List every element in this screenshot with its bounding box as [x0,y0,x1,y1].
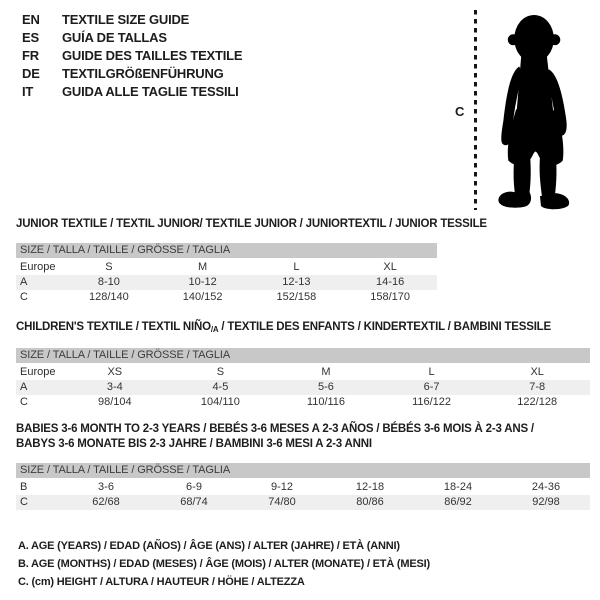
table-cell: 4-5 [212,381,229,393]
language-code: IT [22,83,34,99]
language-code: DE [22,65,40,81]
table-title [16,320,590,337]
table-title-line1: BABIES 3-6 MONTH TO 2-3 YEARS / BEBÉS 3-6 MESES A 2-3 AÑOS / BÉBÉS 3-6 MOIS À 2-3 ANS / [16,423,534,435]
table-cell: 128/140 [88,291,129,303]
legend-footnotes [18,537,430,591]
size-table [16,480,590,510]
table-cell: XS [107,366,123,378]
table-title-subscript: /A [210,325,219,334]
junior-textile-section [16,217,487,305]
language-row [22,10,242,28]
table-cell: 6-7 [423,381,440,393]
table-cell: 5-6 [318,381,334,393]
table-title-text: / TEXTILE DES ENFANTS / KINDERTEXTIL / BAMBINI TESSILE [218,321,551,333]
table-cell: 7-8 [529,381,546,393]
row-label: A [20,381,28,393]
language-code: EN [22,11,40,27]
table-cell: 18-24 [443,481,473,493]
table-cell: 110/116 [306,396,346,408]
table-cell: S [105,261,113,273]
baby-silhouette-icon [486,12,590,210]
language-title: GUIDA ALLE TAGLIE TESSILI [62,83,239,99]
height-measure-label: C [455,104,465,119]
language-row [22,64,242,82]
table-cell: 104/110 [200,396,240,408]
row-label: Europe [20,366,56,378]
table-cell: XL [383,261,397,273]
table-title-line2: BABYS 3-6 MONATE BIS 2-3 JAHRE / BAMBINI 3-6 MESI A 2-3 ANNI [16,438,372,450]
table-cell: 24-36 [531,481,561,493]
language-row [22,28,242,46]
row-label: C [20,496,28,508]
table-cell: 62/68 [92,496,120,508]
table-cell: L [293,261,300,273]
table-cell: 80/86 [356,496,384,508]
table-cell: 98/104 [97,396,132,408]
language-title: GUIDE DES TAILLES TEXTILE [62,47,243,63]
row-label: Europe [20,261,56,273]
language-title: TEXTILE SIZE GUIDE [62,11,190,27]
language-row [22,82,242,100]
table-title: JUNIOR TEXTILE / TEXTIL JUNIOR/ TEXTILE JUNIOR / JUNIORTEXTIL / JUNIOR TESSILE [16,218,487,230]
table-cell: L [428,366,435,378]
table-cell: 9-12 [270,481,294,493]
table-row [16,495,590,510]
size-header-bar: SIZE / TALLA / TAILLE / GRÖSSE / TAGLIA [16,243,437,258]
table-cell: 8-10 [97,276,120,288]
table-cell: 92/98 [532,496,560,508]
footnote-age-years: A. AGE (YEARS) / EDAD (AÑOS) / ÂGE (ANS) / ALTER (JAHRE) / ETÀ (ANNI) [18,540,400,552]
table-cell: 74/80 [268,496,296,508]
language-code: FR [22,47,39,63]
row-label: C [20,291,28,303]
height-dotted-line [474,10,477,210]
table-cell: M [198,261,208,273]
table-cell: 12-13 [282,276,311,288]
table-cell: 68/74 [180,496,208,508]
language-code: ES [22,29,39,45]
table-cell: 122/128 [517,396,558,408]
table-cell: 116/122 [412,396,452,408]
language-row [22,46,242,64]
size-header-bar: SIZE / TALLA / TAILLE / GRÖSSE / TAGLIA [16,348,590,363]
size-table [16,365,590,410]
row-label: C [20,396,28,408]
language-title: TEXTILGRÖßENFÜHRUNG [62,65,224,81]
baby-figure [450,4,600,216]
row-label: B [20,481,28,493]
table-row [16,480,590,495]
table-cell: XL [530,366,544,378]
footnote-age-months: B. AGE (MONTHS) / EDAD (MESES) / ÂGE (MOIS) / ALTER (MONATE) / ETÀ (MESI) [18,558,430,570]
table-row [16,380,590,395]
size-header-bar: SIZE / TALLA / TAILLE / GRÖSSE / TAGLIA [16,463,590,478]
table-cell: 3-4 [106,381,123,393]
footnote-height: C. (cm) HEIGHT / ALTURA / HAUTEUR / HÖHE / ALTEZZA [18,576,305,588]
table-cell: 158/170 [370,291,410,303]
table-cell: M [321,366,331,378]
table-row [16,395,590,410]
language-title: GUÍA DE TALLAS [62,29,167,45]
table-cell: S [216,366,225,378]
table-cell: 12-18 [355,481,385,493]
table-row [16,290,437,305]
table-cell: 3-6 [98,481,114,493]
table-cell: 10-12 [188,276,217,288]
table-cell: 140/152 [182,291,223,303]
children-textile-section [16,320,590,410]
table-row [16,260,437,275]
size-table [16,260,437,305]
table-row [16,275,437,290]
table-row [16,365,590,380]
table-cell: 6-9 [186,481,202,493]
table-title-text: CHILDREN'S TEXTILE / TEXTIL NIÑO [16,321,211,333]
table-cell: 152/158 [276,291,317,303]
language-header [22,10,242,100]
row-label: A [20,276,28,288]
babies-textile-section [16,422,590,510]
table-cell: 14-16 [376,276,405,288]
table-cell: 86/92 [444,496,472,508]
